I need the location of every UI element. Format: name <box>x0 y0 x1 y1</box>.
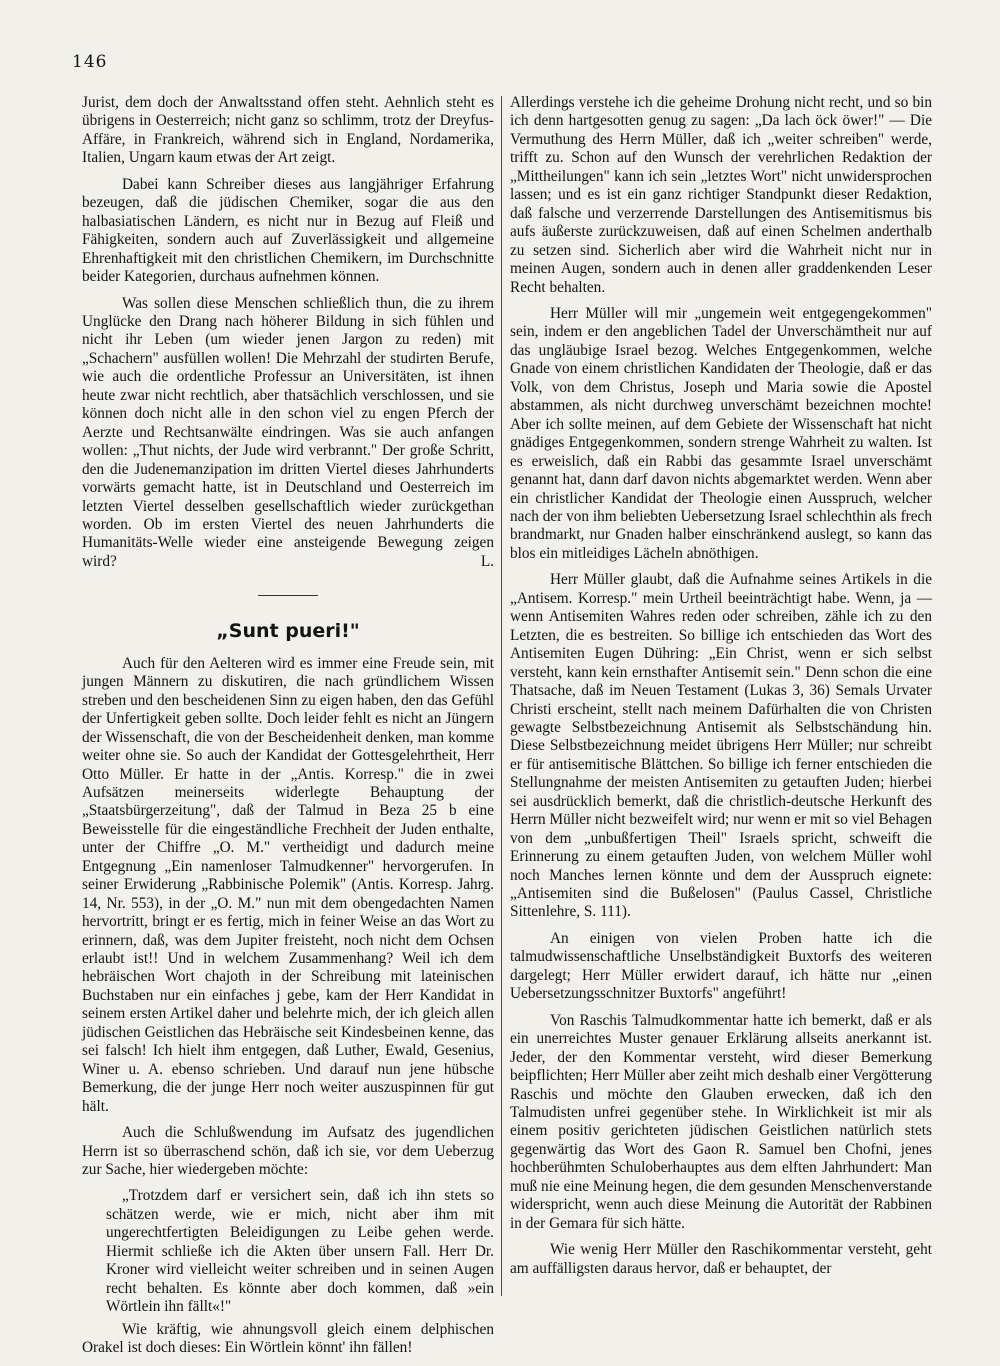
paragraph: Allerdings verstehe ich die geheime Drohung nicht recht, und so bin ich denn hartgesotten genug zu sagen: „Da lach öck öwer!" — Die Vermuthung des Herrn Müller, daß ich „weiter schreiben" werde, trifft zu. Schon auf den Wunsch der verehrlichen Redaktion der „Mittheilungen" kann ich sein „letztes Wort" nicht unwidersprochen lassen; und es ist ein ganz richtiger Standpunkt dieser Redaktion, daß falsche und verzerrende Darstellungen des Antisemitismus bis aufs äußerste zurückzuweisen, daß auf einen Schelmen anderthalb zu setzen sind. Sicherlich aber wird die Wahrheit nicht nur in meinen Augen, sondern auch in denen aller graddenkenden Leser Recht behalten. <box>510 94 932 296</box>
article-title: „Sunt pueri!" <box>216 620 360 643</box>
section-divider <box>258 595 318 596</box>
block-quote: „Trotzdem darf er versichert sein, daß ich ihn stets so schätzen werde, wie er mich, nicht aber ihm mit ungerechtfertigten Beleidigungen zu Leibe gehen werde. Hiermit schließe ich die Akten über unsern Fall. Herr Dr. Kroner wird vielleicht weiter schreiben und in seinen Augen recht behalten. Es könnte aber doch kommen, daß »ein Wörtlein ihn fällt«!" <box>106 1187 494 1316</box>
right-column <box>510 94 932 1286</box>
paragraph: An einigen von vielen Proben hatte ich die talmudwissenschaftliche Unselbständigkeit Buxtorfs des weiteren dargelegt; Herr Müller erwidert darauf, ich hätte nur „einen Uebersetzungsschnitzer Buxtorfs" angeführt! <box>510 929 932 1003</box>
paragraph: Von Raschis Talmudkommentar hatte ich bemerkt, daß er als ein unerreichtes Muster genauer Erklärung allseits anerkannt ist. Jeder, der den Kommentar versteht, wird dieser Bemerkung beipflichten; Herr Müller aber zeiht mich deshalb einer Vergötterung Raschis und möchte den Glauben erwecken, daß ich den Talmudisten unfrei gegenüber stehe. In Wirklichkeit ist mir als einem positiv gerichteten jüdischen Geistlichen natürlich stets gegenwärtig das Wort des Gaon R. Samuel ben Chofni, jenes hochberühmten Schuloberhauptes aus dem elften Jahrhundert: Man muß nie eine Meinung hegen, die dem gesunden Menschenverstande widerspricht, wenn auch diese Meinung die Autorität der Rabbinen in der Gemara für sich hätte. <box>510 1011 932 1232</box>
paragraph: Dabei kann Schreiber dieses aus langjähriger Erfahrung bezeugen, daß die jüdischen Chemiker, sogar die aus den halbasiatischen Ländern, es nicht nur in Bezug auf Fleiß und Fähigkeiten, sondern auch auf Zuverlässigkeit und allgemeine Ehrenhaftigkeit mit den christlichen Chemikern, im Durchschnitte beider Kategorien, durchaus aufnehmen können. <box>82 175 494 286</box>
paragraph: Wie kräftig, wie ahnungsvoll gleich einem delphischen Orakel ist doch dieses: Ein Wörtlein könnt' ihn fällen! <box>82 1320 494 1357</box>
author-signature: L. <box>480 552 494 570</box>
paragraph: Herr Müller glaubt, daß die Aufnahme seines Artikels in die „Antisem. Korresp." mein Urtheil beeinträchtigt habe. Wenn, ja — wenn Antisemiten Wahres reden oder schreiben, zähle ich zu den Letzten, die es bestreiten. So billige ich entschieden das Wort des Antisemiten Eugen Dühring: „Ein Christ, wenn er sich selbst versteht, kann kein ernsthafter Antisemit sein." Denn schon die eine Thatsache, daß im Neuen Testament (Lukas 3, 36) Semals Urvater Christi erscheint, stellt nach meinem Dafürhalten die von Christen gewagte Selbstbezeichnung Antisemit als Selbstschändung hin. Diese Selbstbezeichnung meidet übrigens Herr Müller; nur schreibt er für antisemitische Blättchen. So billige ich ferner entschieden die Stellungnahme der meisten Antisemiten zu getauften Juden; hierbei sei ausdrücklich bemerkt, daß die christlich-deutsche Herkunft des Herrn Müller nicht bezweifelt wird; nur wenn er mit so viel Behagen von dem „unbußfertigen Theil" Israels spricht, schweift die Erinnerung zu einem getauften Juden, von welchem Müller wohl noch Manches lernen könnte und dem der Ausspruch eignete: „Antisemiten sind die Bußelosen" (Paulus Cassel, Christliche Sittenlehre, S. 111). <box>510 571 932 921</box>
paragraph <box>82 295 494 572</box>
paragraph-text: Was sollen diese Menschen schließlich thun, die zu ihrem Unglücke den Drang nach höherer Bildung in sich fühlen und nicht ihr Leben (um wieder jenen Jargon zu reden) mit „Schachern" ausfüllen wollen! Die Mehrzahl der studirten Berufe, wie auch die ordentliche Professur an Universitäten, ist ihnen heute zwar nicht rechtlich, aber thatsächlich verschlossen, und sie können doch nicht alle in den schon viel zu engen Pferch der Aerzte und Rechtsanwälte eindringen. Was sie auch anfangen wollen: „Thut nichts, der Jude wird verbrannt." Der große Schritt, den die Judenemanzipation im dritten Viertel dieses Jahrhunderts vorwärts gemacht hatte, ist in Deutschland und Oesterreich im letzten Viertel desselben gesellschaftlich wieder zurückgethan worden. Ob im ersten Viertel des neuen Jahrhunderts die Humanitäts-Welle wieder eine ansteigende Bewegung zeigen wird? <box>82 294 494 570</box>
paragraph: Auch für den Aelteren wird es immer eine Freude sein, mit jungen Männern zu diskutiren, die nach gründlichem Wissen streben und den bescheidenen Sinn zu eigen haben, den das Gefühl der Unfertigkeit geben sollte. Doch leider fehlt es nicht an Jüngern der Wissenschaft, die von der Bescheidenheit denken, man komme weiter ohne sie. So auch der Kandidat der Gottesgelehrtheit, Herr Otto Müller. Er hatte in der „Antis. Korresp." die in zwei Aufsätzen meinerseits widerlegte Behauptung der „Staatsbürgerzeitung", daß der Talmud in Beza 25 b eine Beweisstelle für die eingeständliche Frechheit der Juden enthalte, unter der Chiffre „O. M." vertheidigt und dadurch meine Entgegnung „Ein namenloser Talmudkenner" hervorgerufen. In seiner Erwiderung „Rabbinische Polemik" (Antis. Korresp. Jahrg. 14, Nr. 553), in der „O. M." nun mit dem obengedachten Namen hervortritt, bringt er es fertig, mich in feiner Weise an das Wort zu erinnern, daß, was dem Jupiter freisteht, noch nicht dem Ochsen erlaubt ist!! Und in welchem Zusammenhang? Weil ich dem hebräischen Wort chajoth in der Schreibung mit lateinischen Buchstaben nur ein einfaches j gebe, kam der Herr Kandidat in seinem ersten Artikel daher und belehrte mich, der ich gleich allen jüdischen Geistlichen das Hebräische seit Kindesbeinen kenne, das sei falsch! Ich hielt ihm entgegen, daß Luther, Ewald, Gesenius, Winer u. A. ebenso schrieben. Und darauf nun jene hübsche Bemerkung, die der junge Herr noch weiter auszuspinnen für gut hält. <box>82 654 494 1115</box>
column-rule <box>501 96 502 1296</box>
paragraph: Jurist, dem doch der Anwaltsstand offen steht. Aehnlich steht es übrigens in Oesterreich; nicht ganz so schlimm, trotz der Dreyfus-Affäre, in Frankreich, während sich in England, Nordamerika, Italien, Ungarn kaum etwas der Art zeigt. <box>82 94 494 167</box>
paragraph: Wie wenig Herr Müller den Raschikommentar versteht, geht am auffälligsten daraus hervor, daß er behauptet, der <box>510 1241 932 1277</box>
left-column <box>82 94 494 1366</box>
page-number: 146 <box>72 52 108 72</box>
paragraph: Auch die Schlußwendung im Aufsatz des jugendlichen Herrn ist so überraschend schön, daß ich sie, vor dem Ueberzug zur Sache, hier wiedergeben möchte: <box>82 1124 494 1179</box>
paragraph: Herr Müller will mir „ungemein weit entgegengekommen" sein, indem er den angeblichen Tadel der Unverschämtheit nur auf das ungläubige Israel bezog. Welches Entgegenkommen, welche Gnade von einem christlichen Kandidaten der Theologie, daß er das Volk, von dem Christus, Joseph und Maria sowie die Apostel abstammen, als nicht durchweg unverschämt bezeichnen mochte! Aber ich sollte meinen, auf dem Gebiete der Wissenschaft hat nicht gnädiges Entgegenkommen, sondern strenge Wahrheit zu walten. Ist es erweislich, daß ein Rabbi das gesammte Israel unverschämt genannt hat, dann darf davon nichts abgemarktet werden. Wenn aber ein christlicher Kandidat der Theologie einen Ausspruch, welcher nach der von ihm beliebten Uebersetzung Israel schlechthin als frech brandmarkt, nur Gnaden halber einschränkend auslegt, so kann das blos ein mitleidiges Lächeln abnöthigen. <box>510 304 932 562</box>
